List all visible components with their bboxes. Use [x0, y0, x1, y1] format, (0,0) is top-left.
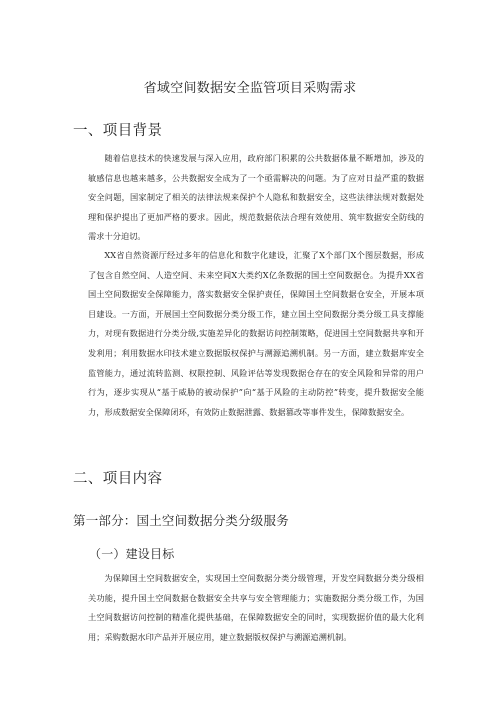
subsection-heading-goals: （一）建设目标	[89, 547, 175, 561]
section-heading-content: 二、项目内容	[73, 471, 163, 487]
goals-paragraph-1: 为保障国土空间数据安全，实现国土空间数据分类分级管理，开发空间数据分类分级相关功能，提升国土空间数据仓数据安全共享与安全管理能力；实施数据分类分级工作，为国土空间数据访问控制的精准化提供基础，在保障数据安全的同时，实现数据价值的最大化利用；采购数据水印产品并开展应用，建立数据版权保护与溯源追溯机制。	[88, 573, 424, 642]
section-heading-background: 一、项目背景	[73, 123, 163, 139]
document-title: 省域空间数据安全监管项目采购需求	[143, 81, 357, 96]
background-paragraph-1: 随着信息技术的快速发展与深入应用，政府部门积累的公共数据体量不断增加，涉及的敏感信息也越来越多，公共数据安全成为了一个亟需解决的问题。为了应对日益严重的数据安全问题，国家制定了相关的法律法规来保护个人隐私和数据安全，这些法律法规对数据处理和保护提出了更加严格的要求。因此，规范数据依法合理有效使用、筑牢数据安全防线的需求十分迫切。	[88, 153, 424, 242]
part-heading-classification: 第一部分：国土空间数据分类分级服务	[73, 513, 289, 528]
background-paragraph-2: XX省自然资源厅经过多年的信息化和数字化建设，汇聚了X个部门X个图层数据，形成了包含自然空间、人造空间、未来空间X大类约X亿条数据的国土空间数据仓。为提升XX省国土空间数据安全保障能力，落实数据安全保护责任，保障国土空间数据仓安全，开展本项目建设。一方面，开展国土空间数据分类分级工作，建立国土空间数据分类分级工具支撑能力，对现有数据进行分类分级,实施差异化的数据访问控制策略，促进国土空间数据共享和开发利用；利用数据水印技术建立数据版权保护与溯源追溯机制。另一方面，建立数据库安全监管能力，通过流转监测、权限控制、风险评估等发现数据仓存在的安全风险和异常的用户行为，逐步实现从“基于威胁的被动保护”向“基于风险的主动防控”转变，提升数据安全能力，形成数据安全保障闭环，有效防止数据泄露、数据篡改等事件发生，保障数据安全。	[88, 250, 424, 417]
